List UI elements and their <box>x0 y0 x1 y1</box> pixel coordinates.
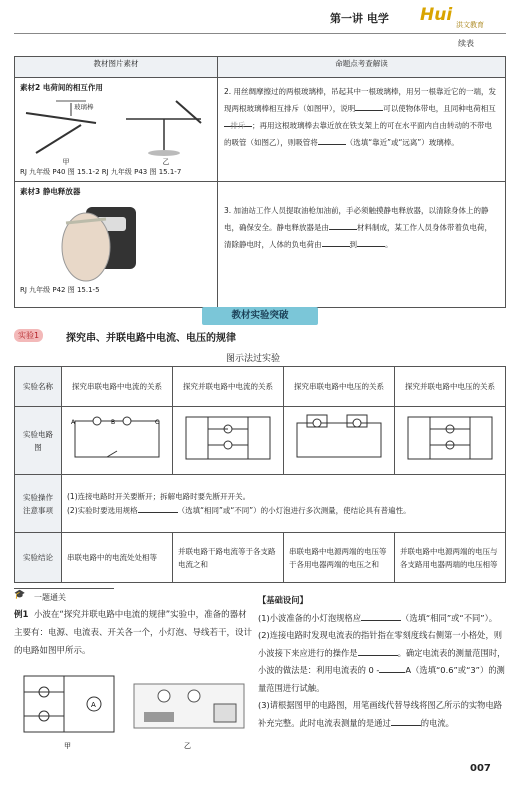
answer-blank[interactable] <box>322 237 350 247</box>
question-cell <box>218 78 506 182</box>
svg-text:C: C <box>155 418 160 426</box>
material-title: 素材2 电荷间的相互作用 <box>20 83 103 92</box>
practice-section-label: 一题通关 <box>34 593 66 602</box>
example-text: 小波在“探究并联电路中电流的规律”实验中，准备的器材主要有：电源、电流表、开关各一个，小灯泡、导线若干，设计的电路如图甲所示。 <box>14 610 253 656</box>
figure-caption-b: 乙 <box>162 158 170 166</box>
conclusion: 并联电路干路电流等于各支路电流之和 <box>173 533 284 583</box>
answer-blank[interactable] <box>318 135 346 145</box>
material-cell <box>15 182 218 308</box>
circuit-diagram-cell <box>284 407 395 475</box>
svg-text:A: A <box>91 701 96 709</box>
question-text: (3)请根据图甲的电路图，用笔画线代替导线将图乙所示的实物电路补充完整。此时电流表测量的是通过 <box>258 700 503 728</box>
experiment-name: 探究串联电路中电流的关系 <box>62 367 173 407</box>
figure-caption-a: 甲 <box>62 158 70 166</box>
conclusion: 串联电路中的电流处处相等 <box>62 533 173 583</box>
row-label: 实验操作注意事项 <box>15 475 62 533</box>
example-circuit-figures <box>14 668 254 752</box>
conclusion: 串联电路中电源两端的电压等于各用电器两端的电压之和 <box>284 533 395 583</box>
materials-table <box>14 56 506 308</box>
question-text: 。 <box>385 240 393 249</box>
series-voltage-circuit <box>289 413 389 465</box>
static-discharger-photo <box>16 197 214 283</box>
question-cell <box>218 182 506 308</box>
charge-interaction-figure <box>16 93 214 157</box>
series-current-circuit <box>67 413 167 465</box>
circuit-diagram-cell <box>62 407 173 475</box>
example-problem <box>14 606 254 660</box>
question-text: 材料制成，某工作人员身体带着负电荷，清除静电时，人体的负电荷由 <box>224 223 492 249</box>
question-text: 到 <box>349 240 357 249</box>
section-divider <box>14 588 114 589</box>
material-title: 素材3 静电释放器 <box>20 187 81 196</box>
question-text: (1)小波准备的小灯泡规格应 <box>258 612 362 623</box>
answer-blank[interactable] <box>391 716 421 726</box>
question-text: A（选填“0.6”或“3”）的测量范围进行试触。 <box>258 665 505 693</box>
answer-blank[interactable] <box>361 611 401 621</box>
answer-blank[interactable] <box>355 101 383 111</box>
brand-name: 洪文教育 <box>456 21 484 29</box>
notes-cell <box>62 475 506 533</box>
example-label: 例1 <box>14 610 29 620</box>
page-number: 007 <box>470 763 491 774</box>
svg-text:B: B <box>111 418 116 426</box>
experiment-name: 探究并联电路中电压的关系 <box>395 367 506 407</box>
column-header: 命题点考查解读 <box>218 57 506 78</box>
basic-title: 【基础设问】 <box>258 595 308 605</box>
answer-blank[interactable] <box>357 237 385 247</box>
mortarboard-icon: 🎓 <box>14 590 26 600</box>
figure-caption-a: 甲 <box>64 742 71 750</box>
answer-blank[interactable] <box>138 503 178 513</box>
brand-logo: Hui <box>420 5 453 25</box>
lecture-title: 第一讲 电学 <box>330 12 389 25</box>
parallel-voltage-circuit <box>400 413 500 465</box>
note-line: （选填“相同”或“不同”）的小灯泡进行多次测量，使结论具有普遍性。 <box>177 506 411 515</box>
material-reference: RJ 九年级 P40 图 15.1-2 RJ 九年级 P43 图 15.1-7 <box>20 168 182 176</box>
figure-caption-b: 乙 <box>184 742 191 750</box>
note-line: (2)实验时要选用规格 <box>67 506 138 515</box>
question-text: 3. 加油站工作人员提取油枪加油前，手必须触摸静电释放器，以清除身体上的静电，确保安全。静电释放器是由 <box>224 206 489 232</box>
circuit-diagram-cell <box>395 407 506 475</box>
question-text: (2)连接电路时发现电流表的指针指在零刻度线右侧第一小格处，则小波接下来应进行的操作是 <box>258 630 503 658</box>
question-text: 的电流。 <box>420 717 454 728</box>
header-divider <box>14 33 506 34</box>
section-banner: 教材实验突破 <box>202 307 318 325</box>
parallel-current-circuit <box>178 413 278 465</box>
row-label: 实验名称 <box>15 367 62 407</box>
experiment-badge: 实验1 <box>14 329 43 342</box>
answer-blank[interactable] <box>358 646 398 656</box>
figure-label-rod: 玻璃棒 <box>74 103 94 111</box>
experiment-title: 探究串、并联电路中电流、电压的规律 <box>66 333 236 344</box>
row-label: 实验结论 <box>15 533 62 583</box>
question-text: 。确定电流表的测量范围时，小波的做法是：利用电流表的 0 - <box>258 647 506 675</box>
material-reference: RJ 九年级 P42 图 15.1-5 <box>20 286 100 294</box>
continue-label: 续表 <box>458 39 474 48</box>
answer-blank[interactable] <box>379 663 405 673</box>
question-text: （选填“相同”或“不同”）。 <box>401 612 498 623</box>
question-text: ；再用这根玻璃棒去靠近放在铁支架上的可在水平面内自由转动的不带电的吸管（如图乙），则吸管将 <box>224 121 492 147</box>
experiment-name: 探究并联电路中电流的关系 <box>173 367 284 407</box>
experiment-subtitle: 图示法过实验 <box>226 354 281 364</box>
row-label: 实验电路图 <box>15 407 62 475</box>
svg-text:A: A <box>71 418 76 426</box>
basic-questions <box>258 592 508 732</box>
note-line: (1)连接电路时开关要断开；拆解电路时要先断开开关。 <box>67 492 251 501</box>
experiment-table <box>14 366 506 583</box>
question-text: （选填“靠近”或“远离”）玻璃棒。 <box>345 138 459 147</box>
experiment-name: 探究串联电路中电压的关系 <box>284 367 395 407</box>
column-header: 教材图片素材 <box>15 57 218 78</box>
question-text: 2. 用丝绸摩擦过的两根玻璃棒，吊起其中一根玻璃棒，用另一根靠近它的一端，发现两根玻璃棒相互排斥（如图甲），说明 <box>224 87 497 113</box>
question-text: 可以使物体带电，且同种电荷相互 <box>383 104 496 113</box>
answer-blank[interactable]: 排斥 <box>224 117 252 127</box>
answer-blank[interactable] <box>329 220 357 230</box>
circuit-diagram-cell <box>173 407 284 475</box>
material-cell <box>15 78 218 182</box>
conclusion: 并联电路中电源两端的电压与各支路用电器两端的电压相等 <box>395 533 506 583</box>
